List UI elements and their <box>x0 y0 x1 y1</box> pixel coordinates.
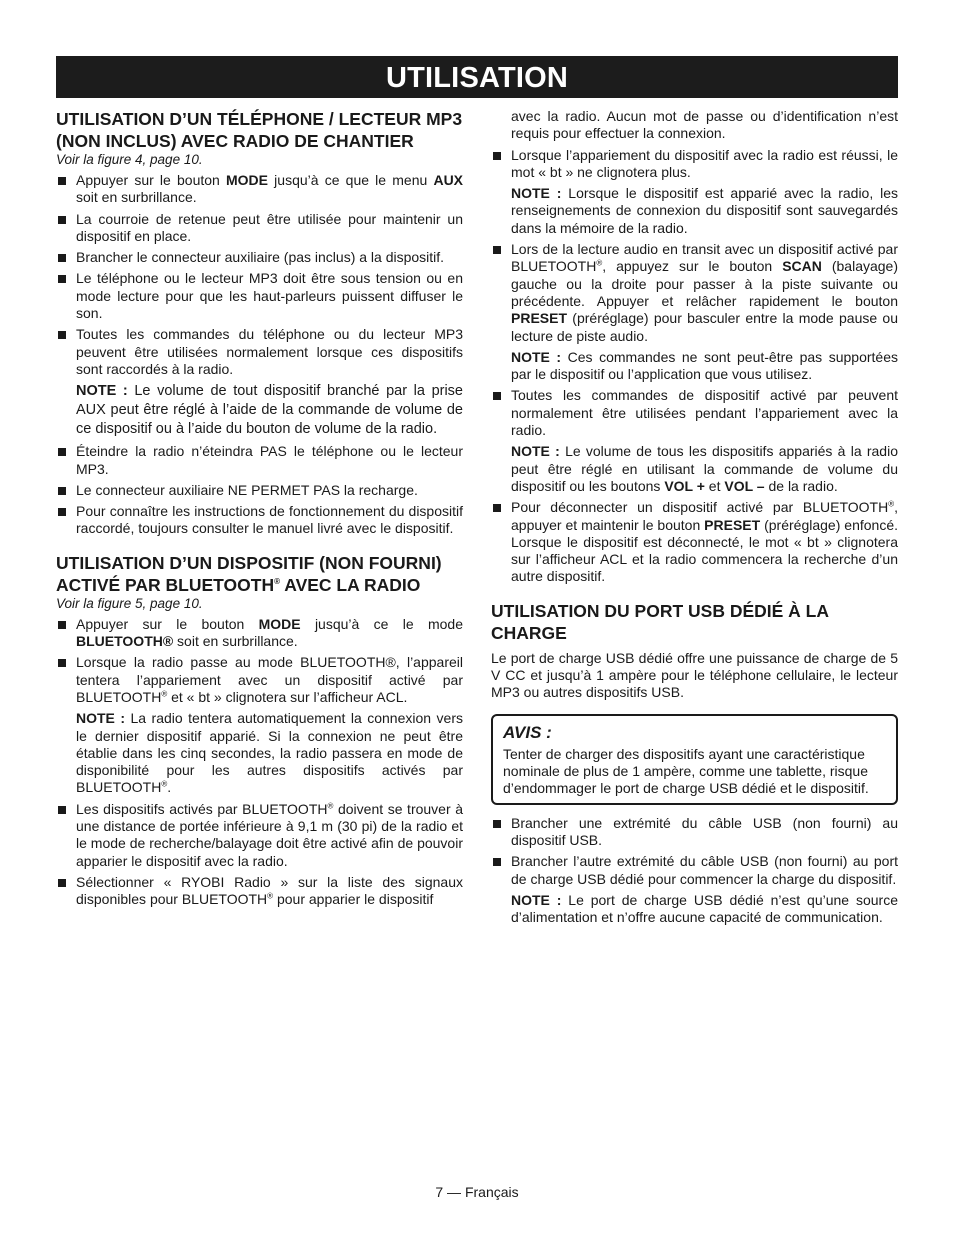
list-item <box>56 503 463 538</box>
bullet-icon <box>58 448 66 456</box>
text: soit en surbrillance. <box>173 633 298 650</box>
text: Lorsque l’appariement du dispositif avec la radio est réussi, le mot « bt » ne clignotera plus. <box>511 146 898 180</box>
bullet-icon <box>58 331 66 339</box>
text: pour apparier le dispositif <box>273 891 434 908</box>
bullet-icon <box>58 216 66 224</box>
instruction-list <box>491 147 898 182</box>
list-item <box>491 853 898 888</box>
list-item <box>491 387 898 439</box>
text: Sélectionner « RYOBI Radio » sur la liste des signaux disponibles pour BLUETOOTH <box>76 873 463 908</box>
text: Brancher l’autre extrémité du câble USB (non fourni) au port de charge USB dédié pour commencer la charge du dispositif. <box>511 853 898 887</box>
instruction-list <box>491 815 898 888</box>
text: Toutes les commandes du téléphone ou du lecteur MP3 peuvent être utilisées normalement lorsque ces dispositifs sont raccordés à la radio. <box>76 326 463 377</box>
text: Lors de la lecture audio en transit avec un dispositif activé par BLUETOOTH <box>511 241 898 275</box>
note <box>491 892 898 927</box>
text: jusqu’à ce le mode <box>300 615 463 632</box>
bullet-icon <box>493 504 501 512</box>
button-name: MODE <box>258 615 301 632</box>
heading-text: AVEC LA RADIO <box>280 574 421 595</box>
heading-text: UTILISATION D’UN DISPOSITIF (NON FOURNI) ACTIVÉ PAR BLUETOOTH <box>56 552 442 595</box>
note-text: Le port de charge USB dédié n’est qu’une source d’alimentation et n’offre aucune capacité de communication. <box>511 891 898 926</box>
bullet-icon <box>58 254 66 262</box>
note-text: de la radio. <box>764 477 838 494</box>
section-heading-usb: UTILISATION DU PORT USB DÉDIÉ À LA CHARGE <box>491 600 829 643</box>
text: (préréglage) pour basculer entre la mode pause ou lecture de piste audio. <box>511 310 898 344</box>
list-item <box>491 147 898 182</box>
registered-mark: ® <box>888 499 895 509</box>
continued-text: avec la radio. Aucun mot de passe ou d’identification n’est requis pour effectuer la connexion. <box>511 108 898 142</box>
instruction-list <box>491 499 898 585</box>
registered-mark: ® <box>596 258 603 268</box>
text: Le connecteur auxiliaire NE PERMET PAS la recharge. <box>76 481 418 498</box>
bullet-icon <box>493 820 501 828</box>
section-heading-bluetooth <box>56 552 463 596</box>
bullet-icon <box>493 246 501 254</box>
left-column <box>56 108 463 913</box>
registered-mark: ® <box>274 576 281 586</box>
bullet-icon <box>58 487 66 495</box>
text: Brancher le connecteur auxiliaire (pas inclus) a la dispositif. <box>76 249 445 266</box>
text: Le téléphone ou le lecteur MP3 doit être sous tension ou en mode lecture pour que les haut-parleurs puissent diffuser le son. <box>76 270 463 322</box>
note <box>56 382 463 439</box>
list-item <box>491 241 898 345</box>
mode-name: BLUETOOTH® <box>76 633 174 650</box>
button-name: SCAN <box>782 258 822 275</box>
bullet-icon <box>58 508 66 516</box>
figure-reference: Voir la figure 4, page 10. <box>56 152 203 167</box>
text: Appuyer sur le bouton <box>76 172 226 188</box>
text: Lorsque la radio passe au mode BLUETOOTH®, l’appareil tentera l’appariement avec un dispositif activé par BLUETOOTH <box>76 654 463 705</box>
note-text: Lorsque le dispositif est apparié avec la radio, les renseignements de connexion du dispositif sont sauvegardés dans la mémoire de la radio. <box>511 185 898 236</box>
button-name: VOL + <box>664 477 705 494</box>
text: , appuyez sur le bouton <box>602 258 783 275</box>
note-label: NOTE : <box>511 443 560 460</box>
note-label: NOTE : <box>76 710 126 727</box>
list-item <box>491 815 898 850</box>
list-item <box>491 499 898 585</box>
button-name: VOL – <box>724 477 765 494</box>
instruction-list <box>56 801 463 909</box>
instruction-list <box>56 172 463 378</box>
figure-reference: Voir la figure 5, page 10. <box>56 595 203 611</box>
bullet-icon <box>58 621 66 629</box>
text: Appuyer sur le bouton <box>76 615 259 632</box>
bullet-icon <box>493 152 501 160</box>
registered-mark: ® <box>161 689 168 699</box>
text: Pour déconnecter un dispositif activé par BLUETOOTH <box>511 499 889 516</box>
menu-name: AUX <box>433 172 464 188</box>
notice-title: AVIS : <box>503 722 552 742</box>
instruction-list <box>56 616 463 706</box>
bullet-icon <box>58 659 66 667</box>
list-item <box>56 482 463 499</box>
list-item <box>56 874 463 909</box>
text: Pour connaître les instructions de fonctionnement du dispositif raccordé, toujours consulter le manuel livré avec le dispositif. <box>76 503 463 537</box>
list-item <box>56 801 463 870</box>
text: Toutes les commandes de dispositif activé par peuvent normalement être utilisées pendant l’appariement avec la radio. <box>511 387 898 439</box>
page-footer: 7 — Français <box>435 1184 519 1200</box>
note-label: NOTE : <box>511 185 562 202</box>
text: doivent se trouver à une distance de portée inférieure à 9,1 m (30 pi) de la radio et le mode de recherche/balayage doit être activé afin de pouvoir apparier le dispositif avec la radio. <box>76 800 463 869</box>
text: soit en surbrillance. <box>76 189 197 206</box>
notice-text: Tenter de charger des dispositifs ayant une caractéristique nominale de plus de 1 ampère, comme une tablette, risque d’endommager le port de charge USB dédié et le dispositif. <box>503 745 869 796</box>
list-item <box>56 443 463 478</box>
text: Éteindre la radio n’éteindra PAS le téléphone ou le lecteur MP3. <box>76 443 463 477</box>
bullet-icon <box>58 177 66 185</box>
text: Les dispositifs activés par BLUETOOTH <box>76 800 328 817</box>
note <box>491 185 898 237</box>
registered-mark: ® <box>267 891 274 901</box>
bullet-icon <box>493 858 501 866</box>
instruction-list <box>56 443 463 537</box>
note-text: Le volume de tous les dispositifs appariés à la radio peut être réglé en utilisant la commande de volume du dispositif ou les boutons <box>511 443 898 494</box>
note <box>491 349 898 384</box>
text: La courroie de retenue peut être utilisée pour maintenir un dispositif en place. <box>76 210 463 244</box>
button-name: MODE <box>226 172 268 188</box>
button-name: PRESET <box>704 516 761 533</box>
button-name: PRESET <box>511 310 568 327</box>
note <box>491 443 898 495</box>
text: et « bt » clignotera sur l’afficheur ACL. <box>167 688 408 705</box>
text: Brancher une extrémité du câble USB (non fourni) au dispositif USB. <box>511 814 898 848</box>
list-item <box>56 270 463 322</box>
instruction-list <box>491 241 898 345</box>
registered-mark: ® <box>327 801 334 811</box>
note-text: La radio tentera automatiquement la connexion vers le dernier dispositif apparié. Si la connexion ne peut être établie dans les cinq secondes, la radio passera en mode de disponibilité pour les autres dispositifs activés par BLUETOOTH <box>76 710 463 796</box>
bullet-icon <box>493 392 501 400</box>
bullet-icon <box>58 879 66 887</box>
list-item <box>56 249 463 266</box>
bullet-icon <box>58 275 66 283</box>
text: (balayage) gauche ou la droite pour passer à la piste suivante ou précédente. Appuyer et relâcher rapidement le bouton <box>511 258 899 309</box>
note-text: et <box>704 477 725 494</box>
right-column <box>491 108 898 930</box>
instruction-list <box>491 387 898 439</box>
note-text: Le volume de tout dispositif branché par la prise AUX peut être réglé à l’aide de la commande de volume de ce dispositif ou à l’aide du bouton de volume de la radio. <box>76 383 463 438</box>
registered-mark: ® <box>161 779 168 789</box>
list-item <box>56 654 463 706</box>
list-item <box>56 616 463 651</box>
note-label: NOTE : <box>511 348 562 365</box>
section-heading-mp3: UTILISATION D’UN TÉLÉPHONE / LECTEUR MP3 (NON INCLUS) AVEC RADIO DE CHANTIER <box>56 109 463 151</box>
note-label: NOTE : <box>511 891 562 908</box>
page-title-banner: UTILISATION <box>56 56 898 98</box>
note <box>56 710 463 796</box>
text: (préréglage) enfoncé. Lorsque le dispositif est déconnecté, le mot « bt » clignotera sur l’afficheur ACL et la radio commencera la recherche d’un autre dispositif. <box>511 516 898 585</box>
bullet-icon <box>58 806 66 814</box>
notice-box <box>491 714 898 805</box>
text: jusqu’à ce que le menu <box>268 172 434 188</box>
note-label: NOTE : <box>76 383 128 400</box>
list-item <box>56 211 463 246</box>
usb-intro: Le port de charge USB dédié offre une puissance de charge de 5 V CC et jusqu’à 1 ampère pour le téléphone cellulaire, le lecteur MP3 ou autres dispositifs USB. <box>491 649 898 701</box>
note-text: . <box>167 779 172 796</box>
list-item <box>56 172 463 207</box>
text: , appuyer et maintenir le bouton <box>511 499 898 533</box>
note-text: Ces commandes ne sont peut-être pas supportées par le dispositif ou l’application que vous utilisez. <box>511 348 898 383</box>
list-item <box>56 326 463 378</box>
